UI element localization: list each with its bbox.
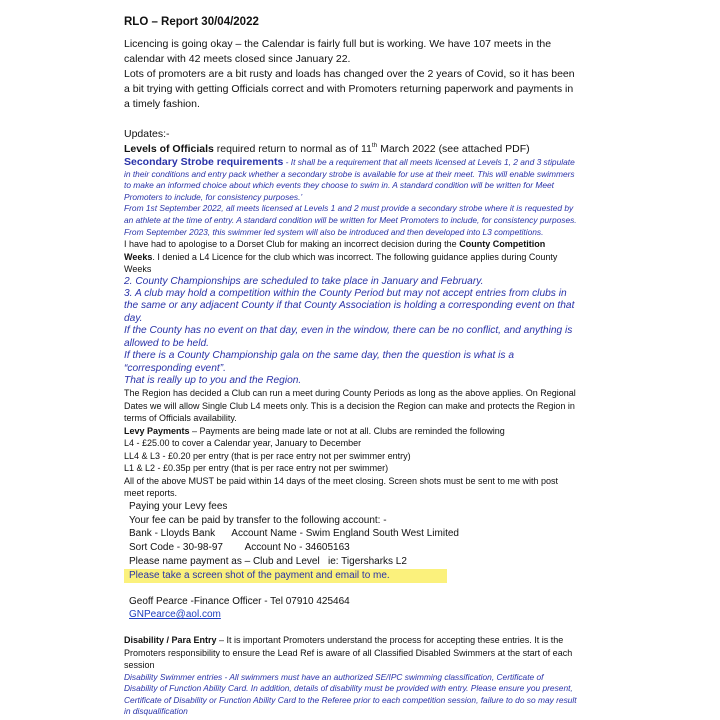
disability-text: – It is important Promoters understand the process for accepting these entries. It is the Promoters responsibility to ensure the Lead Ref is aware of all Classified Disabled Swimmers at the start of each session — [124, 635, 573, 671]
levy-label: Levy Payments — [124, 425, 190, 436]
levy-rate-3: L1 & L2 - £0.35p per entry (that is per race entry not per swimmer) — [124, 463, 389, 474]
levy-paragraph — [124, 425, 578, 438]
intro-paragraph-1: Licencing is going okay – the Calendar is fairly full but is working. We have 107 meets in the calendar with 42 meets closed since January 22. — [124, 38, 552, 65]
finance-contact: Geoff Pearce -Finance Officer - Tel 07910 425464 — [129, 595, 350, 607]
strobe-text-2: From 1st September 2022, all meets licensed at Levels 1 and 2 must provide a secondary strobe where it is requested by an athlete at the time of entry. A standard condition will be written for Meet Promoters to include, for consistency purposes. From September 2023, this swimmer led system will also be introduced and then developed into L3 competitions. — [124, 203, 577, 237]
levy-deadline: All of the above MUST be paid within 14 days of the meet closing. Screen shots must be sent to me with post meet reports. — [124, 475, 559, 499]
payment-line-5: Please name payment as – Club and Level ie: Tigersharks L2 — [129, 556, 407, 567]
report-title: RLO – Report 30/04/2022 — [124, 16, 259, 28]
strobe-label: Secondary Strobe requirements — [124, 156, 284, 168]
levels-text-after: March 2022 (see attached PDF) — [377, 143, 530, 155]
county-before: I have had to apologise to a Dorset Club for making an incorrect decision during the — [124, 239, 460, 250]
levels-label: Levels of Officials — [124, 143, 214, 155]
payment-line-4: Sort Code - 30-98-97 Account No - 34605163 — [129, 542, 350, 554]
payment-line-3: Bank - Lloyds Bank Account Name - Swim England South West Limited — [129, 528, 459, 540]
disability-label: Disability / Para Entry — [124, 635, 217, 646]
disability-italic: Disability Swimmer entries - All swimmers must have an authorized SE/IPC swimming classification, Certificate of Disability of Function Ability Card. In addition, details of disability must be provided with entry. Please ensure you present, Certificate of Disability or Function Ability Card to the Referee prior to each competition session, failure to do so may result in disqualification — [124, 671, 577, 717]
county-after: . I denied a L4 Licence for the club which was incorrect. The following guidance applies during County Weeks — [124, 251, 558, 275]
finance-email-link[interactable]: GNPearce@aol.com — [129, 609, 221, 621]
levy-rate-1: L4 - £25.00 to cover a Calendar year, January to December — [124, 438, 362, 449]
county-apology — [124, 238, 578, 276]
payment-line-1: Paying your Levy fees — [129, 500, 228, 512]
county-guidance-4: If there is a County Championship gala on the same day, then the question is what is a “corresponding event”. — [124, 350, 514, 374]
county-guidance-1: 2. County Championships are scheduled to take place in January and February. — [124, 275, 484, 287]
levels-of-officials — [124, 142, 578, 157]
county-guidance-5: That is really up to you and the Region. — [124, 374, 302, 386]
strobe-text-1: It shall be a requirement that all meets licensed at Levels 1, 2 and 3 stipulate in their conditions and entry pack whether a secondary strobe is available for use at their meet. This will enable swimmers to make an informed choice about which events they choose to swim in. A standard condition will be written for Meet Promoters to include, for consistency purposes.’ — [124, 157, 575, 202]
updates-heading: Updates:- — [124, 128, 170, 140]
strobe-paragraph — [124, 157, 578, 203]
levy-text: – Payments are being made late or not at all. Clubs are reminded the following — [189, 425, 505, 436]
county-guidance-3: If the County has no event on that day, even in the window, there can be no conflict, and anything is allowed to be held. — [124, 325, 573, 349]
levy-rate-2: LL4 & L3 - £0.20 per entry (that is per race entry not per swimmer entry) — [124, 450, 411, 461]
county-guidance-2: 3. A club may hold a competition within the County Period but may not accept entries from clubs in the same or any adjacent County if that County Association is holding a corresponding event on that day. — [124, 288, 575, 324]
payment-highlight: Please take a screen shot of the payment and email to me. — [124, 569, 447, 583]
payment-line-2: Your fee can be paid by transfer to the following account: - — [129, 514, 387, 526]
finance-email-line — [124, 608, 578, 622]
intro-paragraph-2: Lots of promoters are a bit rusty and loads has changed over the 2 years of Covid, so it has been a bit trying with getting Officials correct and with Promoters returning paperwork and payments in a timely fashion. — [124, 68, 575, 110]
document-page — [124, 16, 578, 718]
disability-paragraph — [124, 634, 578, 672]
region-paragraph: The Region has decided a Club can run a meet during County Periods as long as the above applies. On Regional Dates we will allow Single Club L4 meets only. This is a decision the Region can make and protects the Region in terms of Officials availability. — [124, 388, 576, 424]
county-bold: County Competition Weeks — [124, 239, 546, 262]
levels-text: required return to normal as of 11 — [213, 143, 372, 155]
strobe-sep: - — [283, 157, 291, 167]
levels-sup: th — [371, 142, 378, 149]
